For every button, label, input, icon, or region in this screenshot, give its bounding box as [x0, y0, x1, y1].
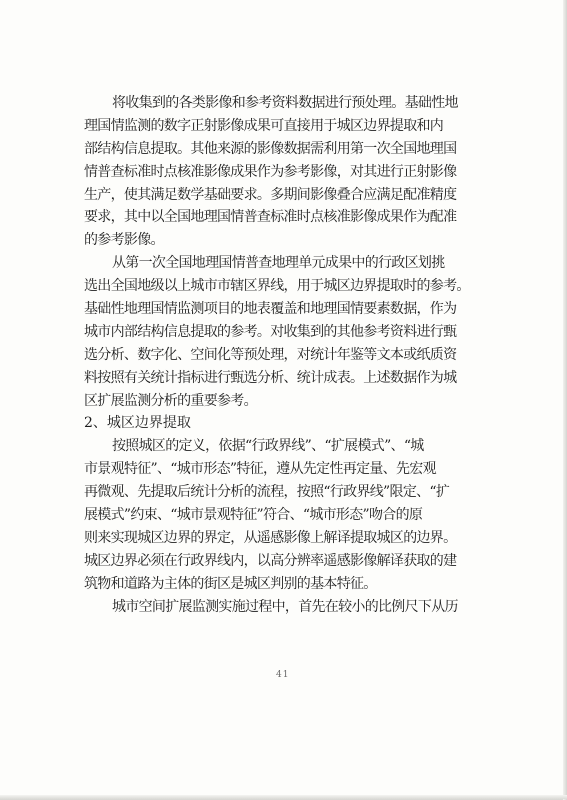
text-line: 理国情监测的数字正射影像成果可直接用于城区边界提取和内	[84, 117, 444, 134]
text-line: 展模式”约束、“城市景观特征”符合、“城市形态”吻合的原	[84, 507, 423, 524]
text-line: 基础性地理国情监测项目的地表覆盖和地理国情要素数据，作为	[84, 301, 457, 318]
text-line: 城市内部结构信息提取的参考。对收集到的其他参考资料进行甄	[84, 323, 457, 340]
scan-edge-right	[563, 0, 566, 800]
text-line: 区扩展监测分析的重要参考。	[84, 392, 257, 409]
text-line: 生产，使其满足数学基础要求。多期间影像叠合应满足配准精度	[84, 186, 457, 203]
text-line: 将收集到的各类影像和参考资料数据进行预处理。基础性地	[112, 95, 458, 111]
page-number: 41	[276, 670, 290, 680]
paragraph-boundary-extraction	[84, 435, 484, 595]
text-line: 按照城区的定义，依据“行政界线”、“扩展模式”、“城	[112, 438, 424, 455]
text-line: 再微观、先提取后统计分析的流程，按照“行政界线”限定、“扩	[84, 484, 450, 501]
paragraph-preprocessing	[84, 92, 484, 252]
text-line: 城市空间扩展监测实施过程中，首先在较小的比例尺下从历	[112, 598, 458, 615]
text-line: 情普查标准时点核准影像成果作为参考影像，对其进行正射影像	[84, 163, 457, 180]
text-line: 则来实现城区边界的界定，从遥感影像上解译提取城区的边界。	[84, 529, 457, 546]
text-line: 市景观特征”、“城市形态”特征，遵从先定性再定量、先宏观	[84, 461, 436, 478]
text-line: 要求，其中以全国地理国情普查标准时点核准影像成果作为配准	[84, 209, 457, 226]
scan-edge-bottom	[0, 795, 567, 799]
document-body	[84, 92, 484, 618]
paragraph-monitoring-process	[84, 596, 484, 619]
text-line: 部结构信息提取。其他来源的影像数据需利用第一次全国地理国	[84, 140, 457, 157]
section-heading: 2、城区边界提取	[84, 415, 191, 432]
paragraph-reference-data	[84, 252, 484, 412]
text-line: 的参考影像。	[84, 232, 164, 249]
text-line: 城区边界必须在行政界线内，以高分辨率遥感影像解译获取的建	[84, 552, 457, 569]
text-line: 选出全国地级以上城市市辖区界线，用于城区边界提取时的参考。	[84, 278, 470, 295]
text-line: 筑物和道路为主体的街区是城区判别的基本特征。	[84, 575, 377, 592]
text-line: 从第一次全国地理国情普查地理单元成果中的行政区划挑	[112, 255, 445, 272]
text-line: 料按照有关统计指标进行甄选分析、统计成表。上述数据作为城	[84, 369, 457, 386]
text-line: 选分析、数字化、空间化等预处理，对统计年鉴等文本或纸质资	[84, 346, 457, 363]
